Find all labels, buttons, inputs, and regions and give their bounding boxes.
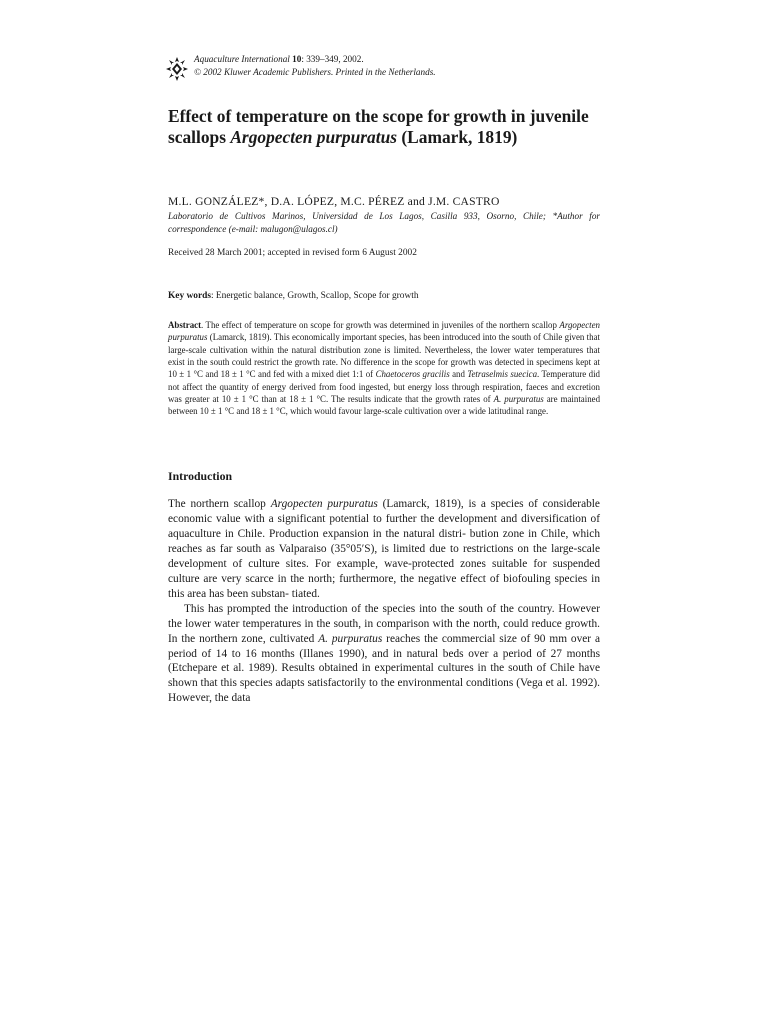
journal-citation [194,53,436,66]
intro-p2-text-a: This has prompted the introduction of the species into the south of the country. However the lower water temperatures in the south, in comparison with the north, could reduce growth. In the northern zone, cultivated [168,602,600,645]
intro-p1-text-b: (Lamarck, 1819), is a species of considerable economic value with a significant potential to further the development and diversification of aquaculture in Chile. Production expansion in the natural distri- bution zone in Chile, which reaches as far south as Valparaiso (35°05′S), is limited due to restrictions on the large-scale development of culture sites. For example, wave-protected zones suitable for suspended culture are very scarce in the north; furthermore, the negative effect of biofouling species in this area has been substan- tiated. [168,498,600,600]
title-species: Argopecten purpuratus [230,127,398,147]
keywords-label: Key words [168,291,211,301]
abstract-text-3: and [449,369,468,380]
received-dates: Received 28 March 2001; accepted in revised form 6 August 2002 [168,248,417,258]
author-affiliation: Laboratorio de Cultivos Marinos, Universidad de Los Lagos, Casilla 933, Osorno, Chile; *Author for correspondence (e-mail: malugon@ulagos.cl) [168,211,600,234]
title-part-2: (Lamark, 1819) [397,127,518,147]
abstract-species-2: Chaetoceros gracilis [375,369,450,380]
abstract-text-5: are maintained between 10 ± 1 °C and 18 ± 1 °C, which would favour large-scale cultivation over a wide latitudinal range. [168,394,601,417]
abstract-label: Abstract [168,320,202,330]
introduction-paragraph-1 [168,497,600,602]
intro-p1-species: Argopecten purpuratus [270,498,378,510]
author-list: M.L. GONZÁLEZ*, D.A. LÓPEZ, M.C. PÉREZ and J.M. CASTRO [168,195,500,208]
intro-p1-text-a: The northern scallop [168,498,271,510]
keywords [168,291,419,301]
title-part-1: Effect of temperature on the scope for growth in juvenile scallops [168,106,589,147]
abstract-species-3: Tetraselmis suecica [467,369,538,380]
abstract-text-2: (Lamarck, 1819). This economically important species, has been introduced into the south of Chile given that large-scale cultivation within the natural distribution zone is limited. Nevertheless, the lower water temperatures that exist in the south could restrict the growth rate. No difference in the scope for growth was detected in specimens kept at 10 ± 1 °C and 18 ± 1 °C and fed with a mixed diet 1:1 of [168,332,600,380]
journal-header [194,53,436,79]
abstract-species-1: Argopecten purpuratus [168,320,600,343]
keywords-text: : Energetic balance, Growth, Scallop, Scope for growth [210,291,419,301]
paper-title [168,106,608,148]
journal-volume: 10 [292,54,302,64]
intro-p2-species: A. purpuratus [318,632,383,645]
abstract-text-1: . The effect of temperature on scope for growth was determined in juveniles of the northern scallop [201,320,560,330]
journal-copyright: © 2002 Kluwer Academic Publishers. Printed in the Netherlands. [194,67,436,77]
abstract-text-4: . Temperature did not affect the quantity of energy derived from food ingested, but energy loss through respiration, faeces and excretion was greater at 10 ± 1 °C than at 18 ± 1 °C. The results indicate that the growth rates of [168,369,600,405]
introduction-paragraph-2 [168,602,600,707]
intro-p2-text-b: reaches the commercial size of 90 mm over a period of 14 to 16 months (Illanes 1990), and in natural beds over a period of 27 months (Etchepare et al. 1989). Results obtained in experimental cultures in the south of Chile have shown that this species adapts satisfactorily to the environmental conditions (Vega et al. 1992). However, the data [168,632,600,705]
journal-name: Aquaculture International [194,54,290,64]
journal-pages-year: : 339–349, 2002. [301,54,364,64]
abstract [168,319,600,418]
kluwer-logo-icon [166,57,188,81]
introduction-heading: Introduction [168,469,233,483]
introduction-body [168,497,600,706]
abstract-species-4: A. purpuratus [493,394,544,405]
